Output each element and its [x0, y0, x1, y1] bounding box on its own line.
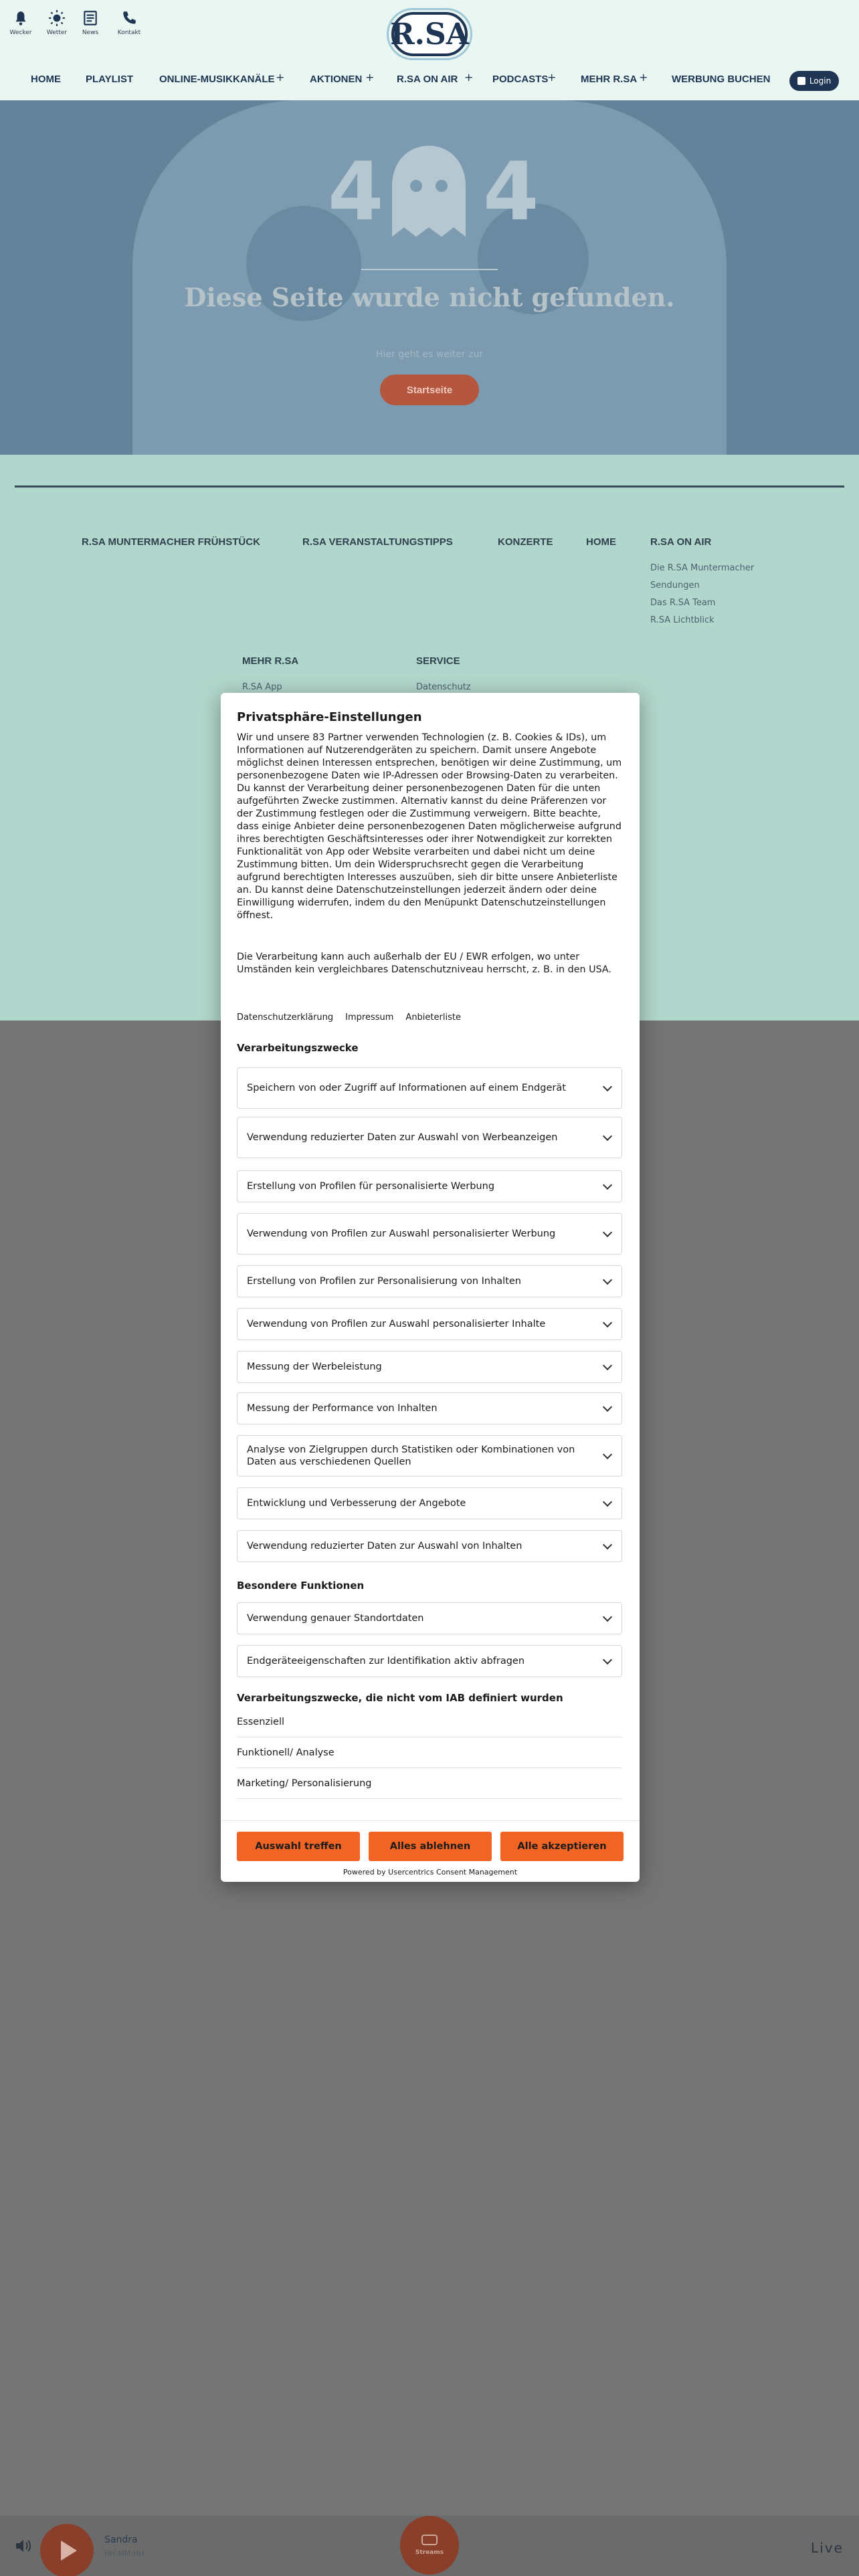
special-label: Endgeräteeigenschaften zur Identifikation aktiv abfragen: [247, 1656, 525, 1667]
play-button[interactable]: [40, 2524, 94, 2576]
expand-plus-icon[interactable]: +: [464, 71, 474, 84]
ghost-icon: [387, 143, 471, 241]
purpose-label: Messung der Performance von Inhalten: [247, 1403, 438, 1414]
quick-link-kontakt[interactable]: [112, 9, 146, 36]
quick-link-wecker[interactable]: [4, 9, 37, 36]
chevron-down-icon: [603, 1450, 612, 1459]
quick-link-label: Wetter: [46, 29, 68, 36]
footer-link-veranstaltungen[interactable]: R.SA VERANSTALTUNGSTIPPS: [302, 536, 453, 548]
category-row[interactable]: [237, 1707, 622, 1737]
user-icon: [797, 77, 805, 85]
show-name: Sandra: [104, 2535, 138, 2545]
category-label: Essenziell: [237, 1716, 284, 1727]
chevron-down-icon: [603, 1318, 612, 1327]
purpose-label: Erstellung von Profilen zur Personalisierung von Inhalten: [247, 1276, 521, 1287]
footer-sublink[interactable]: Die R.SA Muntermacher: [650, 563, 755, 573]
purpose-label: Verwendung reduzierter Daten zur Auswahl von Inhalten: [247, 1541, 522, 1551]
special-label: Verwendung genauer Standortdaten: [247, 1613, 424, 1624]
quick-link-wetter[interactable]: [40, 9, 74, 36]
chevron-down-icon: [603, 1275, 612, 1285]
expand-plus-icon[interactable]: +: [365, 71, 375, 84]
footer-heading-mehr: MEHR R.SA: [242, 655, 299, 667]
purpose-accordion[interactable]: [237, 1435, 622, 1477]
login-label: Login: [809, 76, 832, 86]
accept-all-button[interactable]: Alle akzeptieren: [500, 1832, 624, 1861]
nav-playlist[interactable]: PLAYLIST: [86, 74, 134, 85]
homepage-button[interactable]: Startseite: [380, 374, 479, 405]
consent-footer: [221, 1820, 640, 1882]
footer-sublink[interactable]: Das R.SA Team: [650, 598, 716, 608]
purpose-accordion[interactable]: [237, 1351, 622, 1383]
live-indicator: Live: [811, 2540, 844, 2556]
powered-by: Powered by Usercentrics Consent Management: [343, 1868, 518, 1876]
nav-musikkanaele[interactable]: ONLINE-MUSIKKANÄLE: [159, 74, 275, 85]
category-row[interactable]: [237, 1768, 622, 1799]
consent-title: Privatsphäre-Einstellungen: [237, 710, 422, 724]
footer-link-konzerte[interactable]: KONZERTE: [498, 536, 553, 548]
error-hero: [0, 100, 859, 455]
chevron-down-icon: [603, 1228, 612, 1237]
phone-icon: [120, 9, 138, 27]
purpose-label: Speichern von oder Zugriff auf Informationen auf einem Endgerät: [247, 1083, 566, 1093]
main-nav: [0, 70, 859, 92]
special-features-heading: Besondere Funktionen: [237, 1580, 365, 1592]
streams-icon: [421, 2535, 438, 2545]
purpose-accordion[interactable]: [237, 1213, 622, 1255]
expand-plus-icon[interactable]: +: [639, 71, 648, 84]
chevron-down-icon: [603, 1497, 612, 1507]
imprint-link[interactable]: Impressum: [345, 1012, 394, 1023]
nav-werbung[interactable]: WERBUNG BUCHEN: [672, 74, 771, 85]
non-iab-heading: Verarbeitungszwecke, die nicht vom IAB definiert wurden: [237, 1692, 563, 1704]
footer-link-on-air[interactable]: R.SA ON AIR: [650, 536, 712, 548]
purpose-label: Verwendung von Profilen zur Auswahl personalisierter Inhalte: [247, 1319, 546, 1329]
show-time: HH:MM:HH: [104, 2549, 145, 2558]
footer-link-app[interactable]: R.SA App: [242, 682, 282, 692]
chevron-down-icon: [603, 1402, 612, 1412]
news-icon: [82, 9, 99, 27]
nav-on-air[interactable]: R.SA ON AIR: [397, 74, 458, 85]
play-icon: [61, 2541, 77, 2561]
purpose-accordion[interactable]: [237, 1487, 622, 1519]
chevron-down-icon: [603, 1361, 612, 1370]
purpose-accordion[interactable]: [237, 1530, 622, 1562]
footer-sublink[interactable]: R.SA Lichtblick: [650, 615, 714, 625]
consent-intro: Wir und unsere 83 Partner verwenden Technologien (z. B. Cookies & IDs), um Informationen auf Nutzerendgeräten zu speichern. Damit unsere Angebote möglichst deinen Interessen entsprechen, benötigen wir deine Zustimmung, um personenbezogene Daten wie IP-Adressen oder Browsing-Daten zu verarbeiten. Du kannst der Verarbeitung deiner personenbezogenen Daten für die unten aufgeführten Zwecke zustimmen. Alternativ kannst du deine Präferenzen vor der Zustimmung festlegen oder die Zustimmung verweigern. Bitte beachte, dass einige Anbieter deine personenbezogenen Daten möglicherweise aufgrund ihres berechtigten Geschäftsinteresses oder ihrer Notwendigkeit zur korrekten Funktionalität von App oder Website verarbeiten und dabei nicht um deine Zustimmung bitten. Um dein Widerspruchsrecht gegen die Verarbeitung aufgrund berechtigten Interesses auszuüben, sieh dir bitte unsere Anbieterliste an. Du kannst deine Datenschutzeinstellungen jederzeit ändern oder deine Einwilligung widerrufen, indem du den Menüpunkt Datenschutzeinstellungen öffnest.: [237, 732, 622, 921]
chevron-down-icon: [603, 1180, 612, 1190]
vendor-list-link[interactable]: Anbieterliste: [405, 1012, 461, 1023]
divider: [361, 269, 498, 270]
error-digit-right: 4: [483, 146, 539, 239]
error-hint: Hier geht es weiter zur: [375, 349, 484, 360]
category-label: Marketing/ Personalisierung: [237, 1778, 372, 1789]
chevron-down-icon: [603, 1540, 612, 1549]
footer-link-datenschutz[interactable]: Datenschutz: [416, 682, 471, 692]
quick-link-label: Kontakt: [117, 29, 141, 36]
nav-aktionen[interactable]: AKTIONEN: [310, 74, 363, 85]
footer-link-home[interactable]: HOME: [586, 536, 616, 548]
alarm-bell-icon: [12, 9, 29, 27]
error-title: Diese Seite wurde nicht gefunden.: [184, 282, 675, 312]
special-accordion[interactable]: [237, 1645, 622, 1677]
expand-plus-icon[interactable]: +: [547, 71, 557, 84]
privacy-policy-link[interactable]: Datenschutzerklärung: [237, 1012, 334, 1023]
purpose-accordion[interactable]: [237, 1170, 622, 1202]
nav-home[interactable]: HOME: [31, 74, 61, 85]
purpose-label: Entwicklung und Verbesserung der Angebote: [247, 1498, 466, 1509]
chevron-down-icon: [603, 1655, 612, 1665]
nav-podcasts[interactable]: PODCASTS: [492, 74, 549, 85]
chevron-down-icon: [603, 1132, 612, 1141]
purposes-heading: Verarbeitungszwecke: [237, 1042, 359, 1054]
divider: [15, 486, 844, 488]
purpose-accordion[interactable]: [237, 1067, 622, 1109]
category-row[interactable]: [237, 1737, 622, 1768]
sun-icon: [48, 9, 66, 27]
special-accordion[interactable]: [237, 1602, 622, 1634]
purpose-accordion[interactable]: [237, 1265, 622, 1297]
streams-button[interactable]: [400, 2516, 459, 2575]
purpose-label: Erstellung von Profilen für personalisierte Werbung: [247, 1181, 495, 1192]
login-button[interactable]: [789, 71, 839, 91]
quick-link-label: Wecker: [9, 29, 32, 36]
expand-plus-icon[interactable]: +: [276, 71, 285, 84]
consent-dialog: [221, 693, 640, 1882]
footer-heading-service: SERVICE: [416, 655, 460, 667]
purpose-label: Verwendung von Profilen zur Auswahl personalisierter Werbung: [247, 1228, 556, 1239]
site-header: [0, 0, 859, 100]
purpose-label: Messung der Werbeleistung: [247, 1362, 382, 1372]
consent-links: [237, 1012, 461, 1023]
consent-intro-2: Die Verarbeitung kann auch außerhalb der EU / EWR erfolgen, wo unter Umständen kein vergleichbares Datenschutzniveau herrscht, z. B. in den USA.: [237, 952, 611, 975]
radio-player: [0, 2516, 859, 2576]
nav-mehr[interactable]: MEHR R.SA: [581, 74, 638, 85]
purpose-label: Verwendung reduzierter Daten zur Auswahl von Werbeanzeigen: [247, 1132, 558, 1143]
streams-label: Streams: [415, 2549, 444, 2556]
make-selection-button[interactable]: Auswahl treffen: [237, 1832, 360, 1861]
site-logo[interactable]: R.SA: [391, 12, 468, 56]
footer-link-fruehstueck[interactable]: R.SA MUNTERMACHER FRÜHSTÜCK: [82, 536, 260, 548]
footer-sublink[interactable]: Sendungen: [650, 580, 700, 591]
quick-link-news[interactable]: [74, 9, 107, 36]
purpose-accordion[interactable]: [237, 1392, 622, 1424]
purpose-accordion[interactable]: [237, 1308, 622, 1340]
chevron-down-icon: [603, 1082, 612, 1091]
quick-link-label: News: [82, 29, 99, 36]
error-digit-left: 4: [328, 146, 384, 239]
purpose-accordion[interactable]: [237, 1117, 622, 1158]
category-label: Funktionell/ Analyse: [237, 1747, 335, 1758]
chevron-down-icon: [603, 1612, 612, 1622]
volume-icon[interactable]: [15, 2539, 32, 2553]
deny-all-button[interactable]: Alles ablehnen: [369, 1832, 492, 1861]
purpose-label: Analyse von Zielgruppen durch Statistiken oder Kombinationen von Daten aus verschiedenen Quellen: [247, 1444, 575, 1467]
